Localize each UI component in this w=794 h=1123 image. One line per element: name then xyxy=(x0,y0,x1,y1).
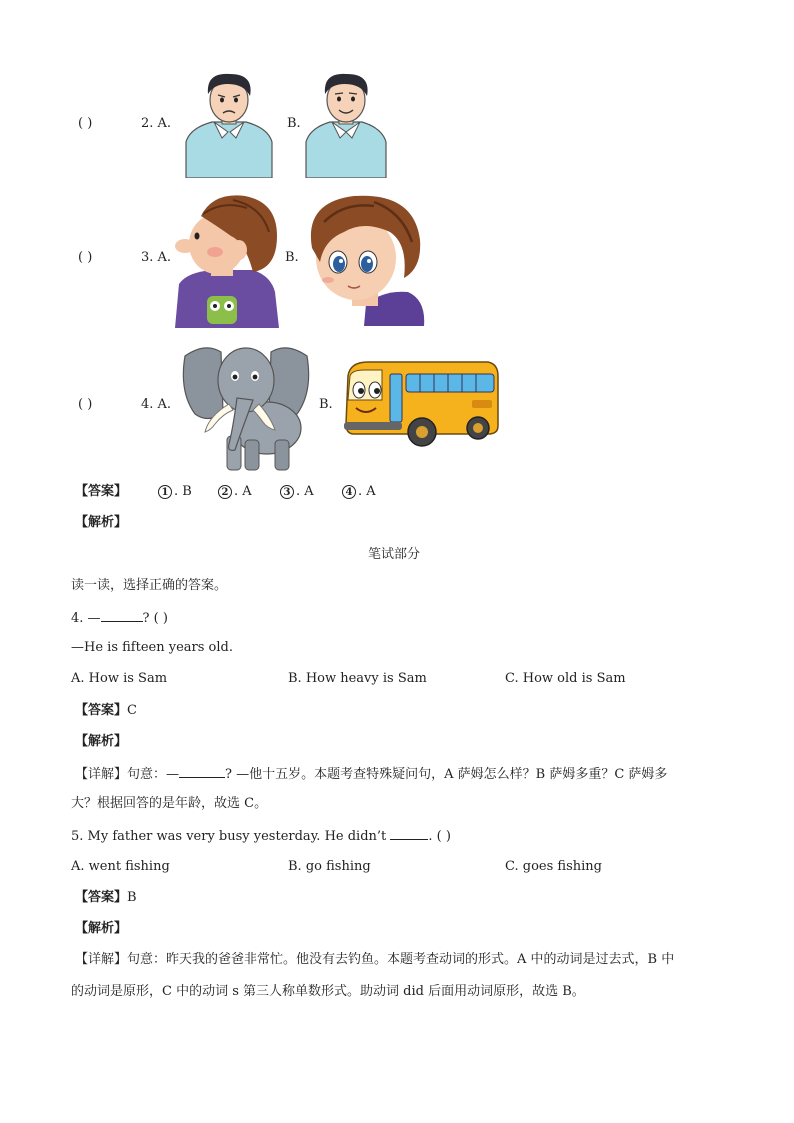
answer-blank xyxy=(179,765,225,778)
answer-paren: ( ) xyxy=(78,397,93,412)
answer-blank xyxy=(390,827,428,840)
option-c: C. How old is Sam xyxy=(505,671,626,686)
circled-number-1: 1 xyxy=(158,485,172,499)
elephant-image xyxy=(175,332,317,474)
answer-item-4: 4 . A xyxy=(342,484,376,500)
option-b-label: B. xyxy=(285,250,299,265)
answer-row xyxy=(75,484,127,500)
option-b: B. go fishing xyxy=(288,859,371,874)
question-5-detail-line-1: 【详解】句意：昨天我的爸爸非常忙。他没有去钓鱼。本题考查动词的形式。A 中的动词是过去式，B 中 xyxy=(75,952,675,967)
question-number: 4. A. xyxy=(141,397,172,412)
question-4-reply: —He is fifteen years old. xyxy=(71,640,233,655)
circled-number-3: 3 xyxy=(280,485,294,499)
question-number: 2. A. xyxy=(141,116,172,131)
answer-blank xyxy=(101,609,143,622)
answer-item-3: 3 . A xyxy=(280,484,314,500)
answer-paren: ( ) xyxy=(78,250,93,265)
option-a: A. How is Sam xyxy=(71,671,168,686)
circled-number-2: 2 xyxy=(218,485,232,499)
question-5-detail-line-2: 的动词是原形，C 中的动词 s 第三人称单数形式。助动词 did 后面用动词原形，故选 B。 xyxy=(71,984,585,999)
answer-item-2: 2 . A xyxy=(218,484,252,500)
happy-man-image xyxy=(304,70,388,178)
question-number: 3. A. xyxy=(141,250,172,265)
question-5-answer: 【答案】B xyxy=(75,890,137,905)
answer-paren: ( ) xyxy=(78,116,93,131)
circled-number-4: 4 xyxy=(342,485,356,499)
option-c: C. goes fishing xyxy=(505,859,602,874)
question-4-stem: 4. — ? ( ) xyxy=(71,611,168,626)
option-a: A. went fishing xyxy=(71,859,170,874)
question-4-detail-line-1: 【详解】句意：— ? —他十五岁。本题考查特殊疑问句，A 萨姆怎么样？B 萨姆多重？C 萨姆多 xyxy=(75,767,668,782)
analysis-label: 【解析】 xyxy=(75,515,128,530)
section-title: 笔试部分 xyxy=(368,547,421,562)
question-4-answer: 【答案】C xyxy=(75,703,137,718)
question-4-detail-line-2: 大？根据回答的是年龄，故选 C。 xyxy=(71,796,268,811)
question-5-stem: 5. My father was very busy yesterday. He didn’t . ( ) xyxy=(71,829,451,844)
boy-front-view-image xyxy=(304,192,426,326)
analysis-label: 【解析】 xyxy=(75,921,128,936)
school-bus-image xyxy=(342,356,500,452)
option-b-label: B. xyxy=(287,116,301,131)
sad-man-image xyxy=(184,70,274,178)
answer-label: 【答案】 xyxy=(75,484,128,499)
analysis-label: 【解析】 xyxy=(75,734,128,749)
option-b: B. How heavy is Sam xyxy=(288,671,427,686)
instruction-text: 读一读，选择正确的答案。 xyxy=(71,578,228,593)
answer-item-1: 1 . B xyxy=(158,484,192,500)
option-b-label: B. xyxy=(319,397,333,412)
boy-side-view-image xyxy=(173,192,281,328)
